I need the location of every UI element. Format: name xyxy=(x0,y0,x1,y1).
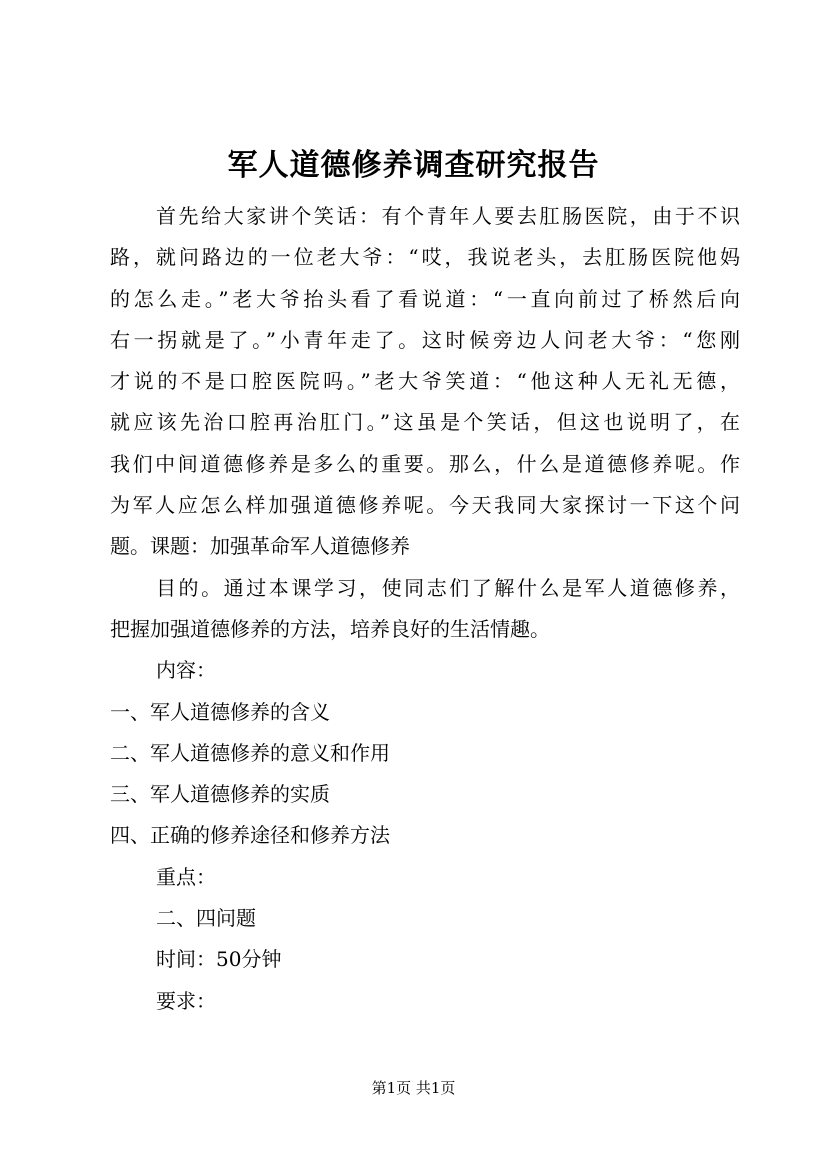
paragraph-line: 右一拐就是了。”小青年走了。这时候旁边人问老大爷：“您刚 xyxy=(110,327,740,352)
content-list xyxy=(110,692,740,857)
requirements-label: 要求： xyxy=(156,988,216,1013)
key-points-label: 重点： xyxy=(156,864,216,889)
paragraph-line: 路，就问路边的一位老大爷：“哎，我说老头，去肛肠医院他妈 xyxy=(110,245,740,270)
time-text: 时间：50分钟 xyxy=(156,947,282,972)
list-item: 一、军人道德修养的含义 xyxy=(110,699,330,724)
paragraph-purpose xyxy=(110,568,740,651)
key-points-value: 二、四问题 xyxy=(156,906,256,931)
list-item: 四、正确的修养途径和修养方法 xyxy=(110,823,390,848)
paragraph-line: 题。课题：加强革命军人道德修养 xyxy=(110,534,410,559)
document-body xyxy=(110,196,740,1022)
paragraph-line: 目的。通过本课学习，使同志们了解什么是军人道德修养， xyxy=(156,575,740,600)
paragraph-line: 我们中间道德修养是多么的重要。那么，什么是道德修养呢。作 xyxy=(110,451,740,476)
paragraph-line: 首先给大家讲个笑话：有个青年人要去肛肠医院，由于不识 xyxy=(156,204,740,228)
list-item: 二、军人道德修养的意义和作用 xyxy=(110,740,390,765)
paragraph-line: 把握加强道德修养的方法，培养良好的生活情趣。 xyxy=(110,616,550,641)
paragraph-line: 就应该先治口腔再治肛门。”这虽是个笑话，但这也说明了，在 xyxy=(110,410,740,435)
paragraph-intro-joke xyxy=(110,196,740,568)
content-label: 内容： xyxy=(156,658,216,683)
document-title: 军人道德修养调查研究报告 xyxy=(227,148,600,183)
list-item: 三、军人道德修养的实质 xyxy=(110,782,330,807)
paragraph-line: 才说的不是口腔医院吗。”老大爷笑道：“他这种人无礼无德， xyxy=(110,369,740,394)
paragraph-line: 为军人应怎么样加强道德修养呢。今天我同大家探讨一下这个问 xyxy=(110,493,740,518)
page-footer: 第1页 共1页 xyxy=(371,1079,456,1097)
paragraph-line: 的怎么走。”老大爷抬头看了看说道：“一直向前过了桥然后向 xyxy=(110,286,740,311)
